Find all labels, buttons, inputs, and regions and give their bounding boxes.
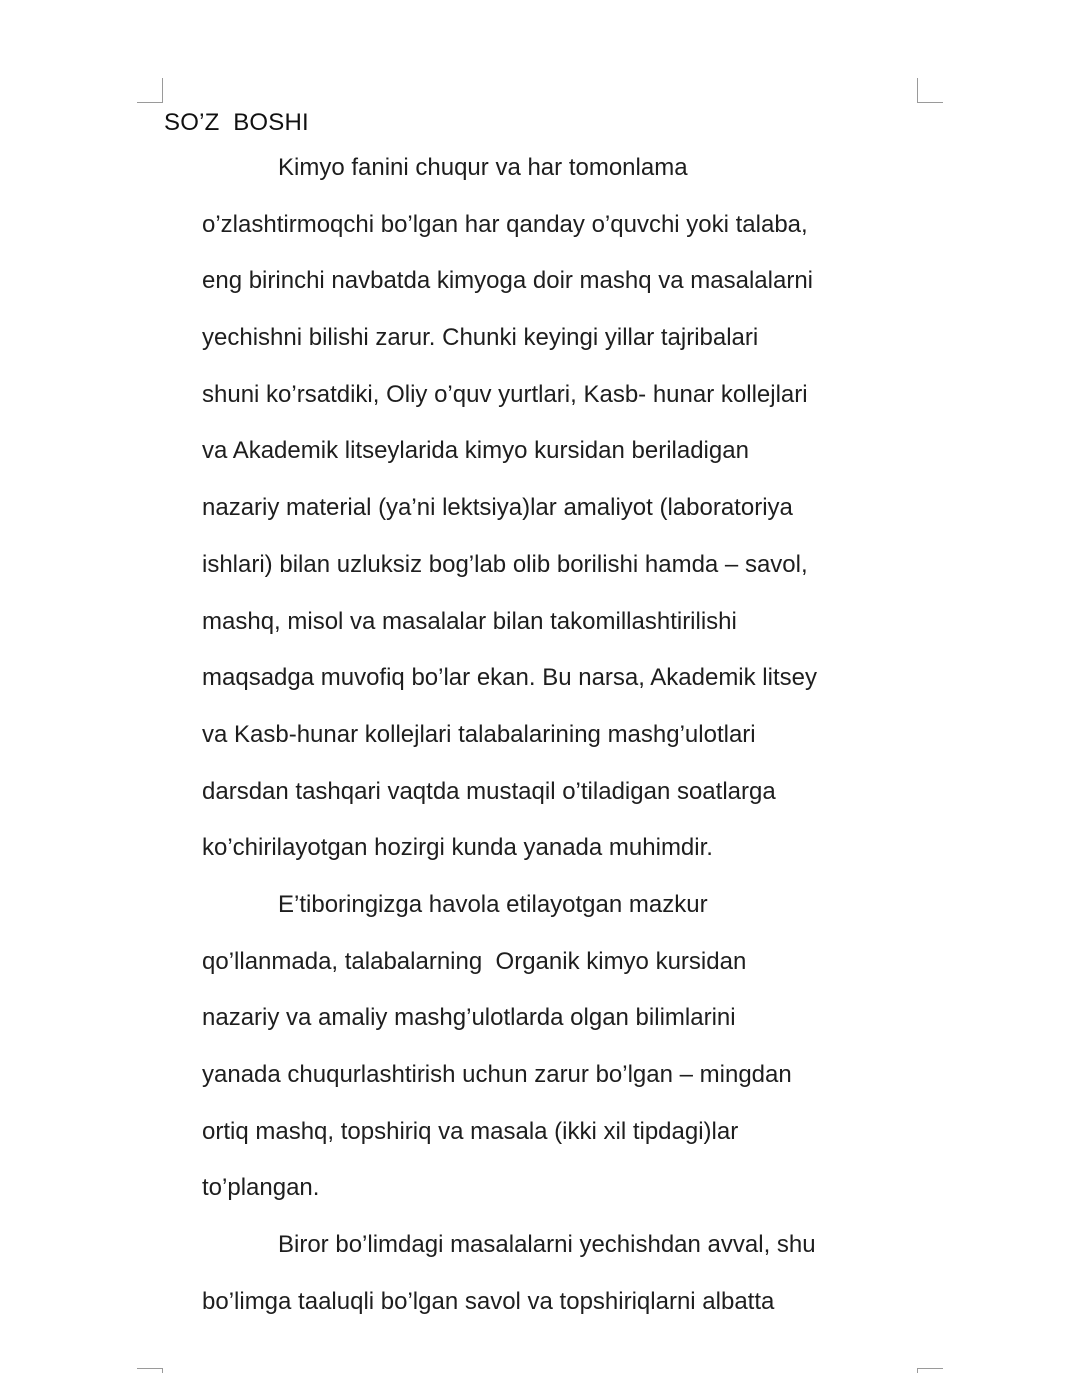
text-line: yanada chuqurlashtirish uchun zarur bo’lgan – mingdan <box>202 1061 792 1088</box>
crop-mark-bottom-left <box>137 1368 163 1373</box>
text-line: va Akademik litseylarida kimyo kursidan beriladigan <box>202 437 749 465</box>
text-line: eng birinchi navbatda kimyoga doir mashq va masalalarni <box>202 267 813 295</box>
text-line: va Kasb-hunar kollejlari talabalarining mashg’ulotlari <box>202 720 756 748</box>
text-line: maqsadga muvofiq bo’lar ekan. Bu narsa, Akademik litsey <box>202 664 817 692</box>
crop-mark-top-left <box>137 78 163 103</box>
crop-mark-bottom-right <box>917 1368 943 1373</box>
text-line: ishlari) bilan uzluksiz bog’lab olib borilishi hamda – savol, <box>202 550 808 578</box>
text-line: o’zlashtirmoqchi bo’lgan har qanday o’quvchi yoki talaba, <box>202 210 808 238</box>
text-line: to’plangan. <box>202 1174 320 1202</box>
text-line: nazariy va amaliy mashg’ulotlarda olgan bilimlarini <box>202 1004 736 1032</box>
paragraph-1 <box>202 140 862 877</box>
text-line: Kimyo fanini chuqur va har tomonlama <box>278 154 688 181</box>
crop-mark-top-right <box>917 78 943 103</box>
text-line: shuni ko’rsatdiki, Oliy o’quv yurtlari, Kasb- hunar kollejlari <box>202 380 808 408</box>
text-line: mashq, misol va masalalar bilan takomillashtirilishi <box>202 607 737 635</box>
text-line: yechishni bilishi zarur. Chunki keyingi yillar tajribalari <box>202 324 759 352</box>
text-line: darsdan tashqari vaqtda mustaqil o’tiladigan soatlarga <box>202 777 776 805</box>
text-line: E’tiboringizga havola etilayotgan mazkur <box>278 890 708 918</box>
text-line: Biror bo’limdagi masalalarni yechishdan avval, shu <box>278 1231 816 1259</box>
paragraph-2 <box>202 877 862 1217</box>
text-line: qo’llanmada, talabalarning Organik kimyo kursidan <box>202 947 747 975</box>
text-line: ko’chirilayotgan hozirgi kunda yanada muhimdir. <box>202 834 713 862</box>
text-line: ortiq mashq, topshiriq va masala (ikki xil tipdagi)lar <box>202 1117 739 1145</box>
body-text <box>202 140 862 1330</box>
section-heading: SO’Z BOSHI <box>164 109 309 136</box>
text-line: nazariy material (ya’ni lektsiya)lar amaliyot (laboratoriya <box>202 494 793 522</box>
paragraph-3 <box>202 1217 862 1330</box>
text-line: bo’limga taaluqli bo’lgan savol va topshiriqlarni albatta <box>202 1287 775 1315</box>
